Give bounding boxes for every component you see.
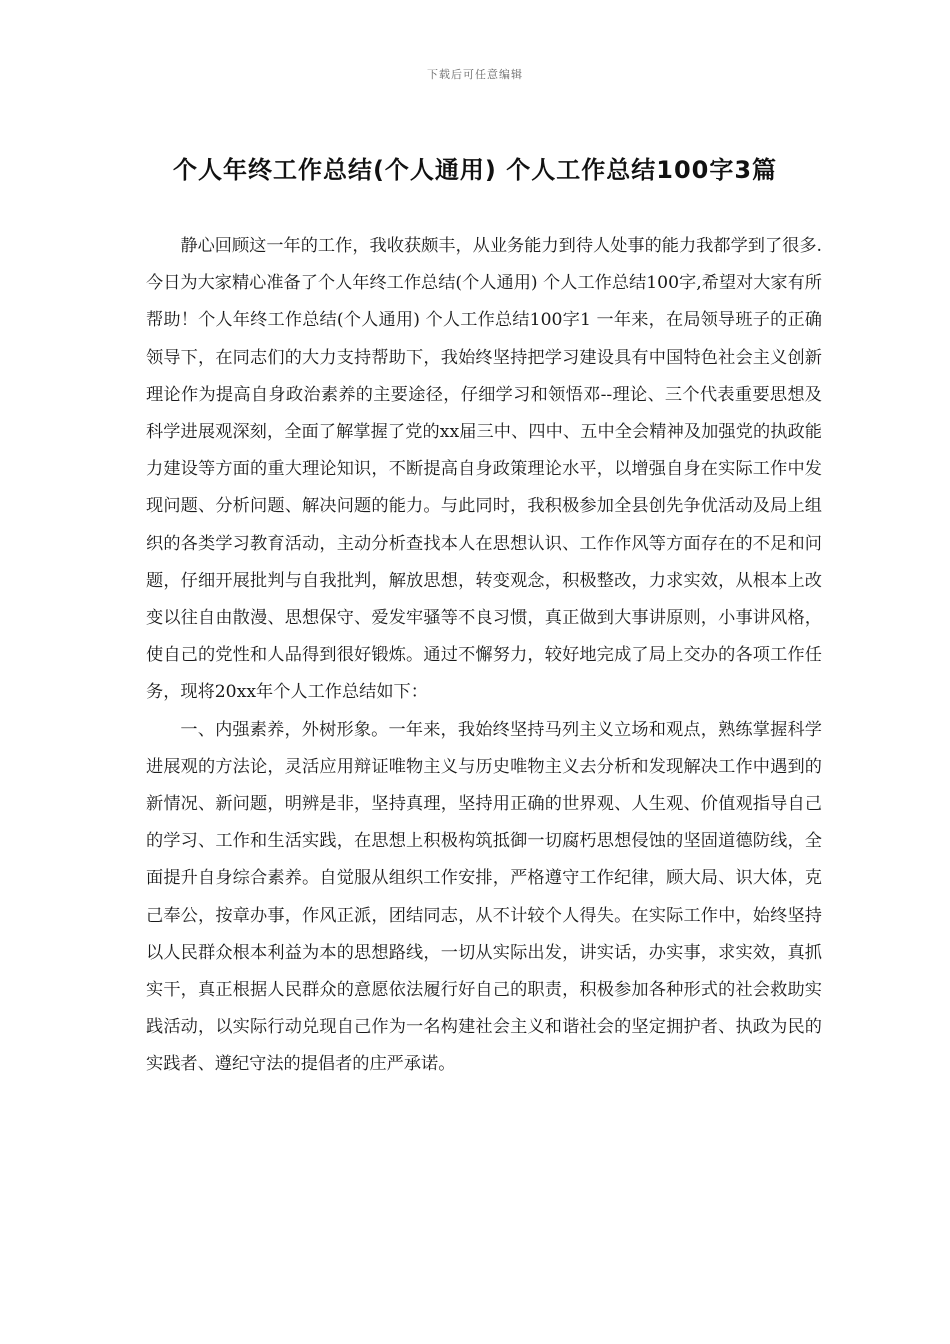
document-title: 个人年终工作总结(个人通用) 个人工作总结100字3篇	[172, 156, 778, 184]
header-note: 下载后可任意编辑	[427, 68, 523, 81]
document-body	[146, 228, 822, 1084]
paragraph-section-1: 一、内强素养，外树形象。一年来，我始终坚持马列主义立场和观点，熟练掌握科学进展观的方法论，灵活应用辩证唯物主义与历史唯物主义去分析和发现解决工作中遇到的新情况、新问题，明辨是非，坚持真理，坚持用正确的世界观、人生观、价值观指导自己的学习、工作和生活实践，在思想上积极构筑抵御一切腐朽思想侵蚀的坚固道德防线，全面提升自身综合素养。自觉服从组织工作安排，严格遵守工作纪律，顾大局、识大体，克己奉公，按章办事，作风正派，团结同志，从不计较个人得失。在实际工作中，始终坚持以人民群众根本利益为本的思想路线，一切从实际出发，讲实话，办实事，求实效，真抓实干，真正根据人民群众的意愿依法履行好自己的职责，积极参加各种形式的社会救助实践活动，以实际行动兑现自己作为一名构建社会主义和谐社会的坚定拥护者、执政为民的实践者、遵纪守法的提倡者的庄严承诺。	[146, 719, 822, 1075]
paragraph-intro: 静心回顾这一年的工作，我收获颇丰，从业务能力到待人处事的能力我都学到了很多.今日为大家精心准备了个人年终工作总结(个人通用) 个人工作总结100字,希望对大家有所帮助！个人年终工作总结(个人通用) 个人工作总结100字1 一年来，在局领导班子的正确领导下，在同志们的大力支持帮助下，我始终坚持把学习建设具有中国特色社会主义创新理论作为提高自身政治素养的主要途径，仔细学习和领悟邓--理论、三个代表重要思想及科学进展观深刻，全面了解掌握了党的xx届三中、四中、五中全会精神及加强党的执政能力建设等方面的重大理论知识，不断提高自身政策理论水平，以增强自身在实际工作中发现问题、分析问题、解决问题的能力。与此同时，我积极参加全县创先争优活动及局上组织的各类学习教育活动，主动分析查找本人在思想认识、工作作风等方面存在的不足和问题，仔细开展批判与自我批判，解放思想，转变观念，积极整改，力求实效，从根本上改变以往自由散漫、思想保守、爱发牢骚等不良习惯，真正做到大事讲原则，小事讲风格，使自己的党性和人品得到很好锻炼。通过不懈努力，较好地完成了局上交办的各项工作任务，现将20xx年个人工作总结如下：	[146, 236, 822, 703]
